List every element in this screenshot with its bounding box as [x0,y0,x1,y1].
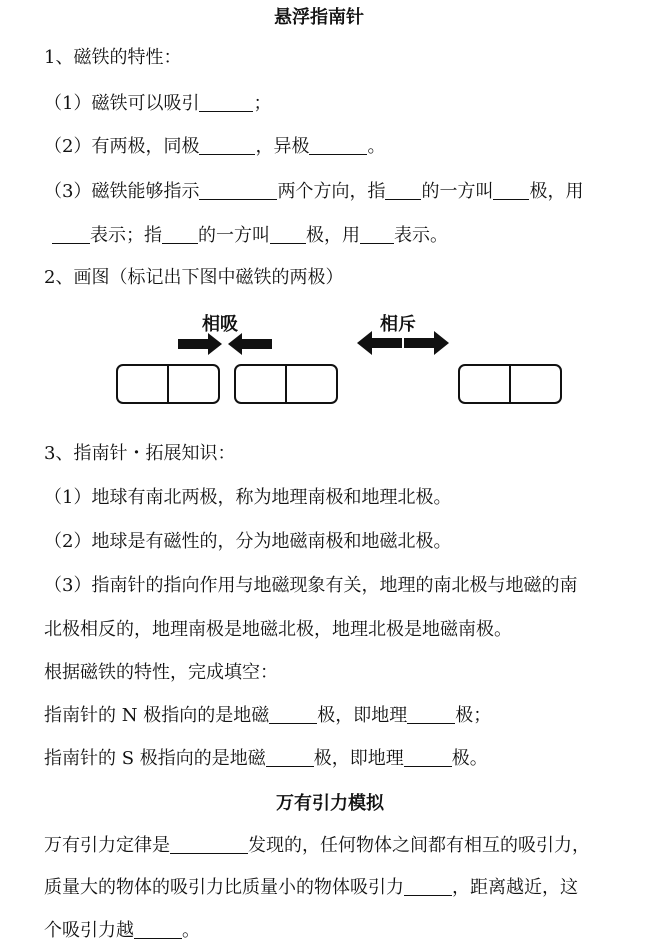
q3-mid3: 极，用 [529,181,584,202]
n-end: 极； [455,705,492,726]
q3-mid4: 表示；指 [90,225,162,246]
q2-mid: ，异极 [255,136,310,157]
repel-label: 相斥 [380,314,416,335]
fill-blank[interactable] [52,225,90,244]
question-1-1 [44,92,271,116]
g3-end: 。 [182,920,200,941]
fill-blank[interactable] [404,877,452,896]
fill-blank[interactable] [385,181,421,200]
g2-end: ，距离越近，这 [452,877,578,898]
fill-s-pole [44,747,488,771]
fill-blank[interactable] [162,225,198,244]
q3-mid6: 极，用 [306,225,360,246]
fill-intro: 根据磁铁的特性，完成填空： [44,662,278,683]
g2-text: 质量大的物体的吸引力比质量小的物体吸引力 [44,877,404,898]
s-text: 指南针的 S 极指向的是地磁 [44,748,266,769]
g1-end: 发现的，任何物体之间都有相互的吸引力， [248,835,590,856]
fill-blank[interactable] [170,835,248,854]
fill-blank[interactable] [199,181,277,200]
fill-blank[interactable] [309,136,367,155]
question-1-3-cont [52,224,448,248]
s-end: 极。 [451,748,488,769]
q3-end: 表示。 [394,225,448,246]
attract-label: 相吸 [202,314,238,335]
fact-2: （2）地球是有磁性的，分为地磁南极和地磁北极。 [44,531,452,552]
section-2-heading: 2、画图（标记出下图中磁铁的两极） [44,267,344,288]
g3-text: 个吸引力越 [44,920,134,941]
attract-arrows-icon [176,332,276,356]
q3-mid2: 的一方叫 [421,181,494,202]
fill-blank[interactable] [266,748,314,767]
fact-3-line1: （3）指南针的指向作用与地磁现象有关，地理的南北极与地磁的南 [44,575,578,596]
fill-blank[interactable] [404,748,452,767]
q2-text: （2）有两极，同极 [44,136,200,157]
q3-mid5: 的一方叫 [198,225,270,246]
worksheet-title: 悬浮指南针 [274,7,364,28]
fill-blank[interactable] [199,136,255,155]
gravity-line-2 [44,876,578,900]
q2-end: 。 [367,136,386,157]
magnet-2[interactable] [234,364,338,404]
fill-blank[interactable] [407,705,455,724]
fill-blank[interactable] [269,705,317,724]
fill-n-pole [44,704,491,728]
gravity-line-3 [44,919,200,943]
gravity-title: 万有引力模拟 [276,793,384,814]
section-1-heading: 1、磁铁的特性： [44,47,182,68]
magnet-3[interactable] [458,364,562,404]
q3-mid1: 两个方向，指 [277,181,386,202]
n-text: 指南针的 N 极指向的是地磁 [44,705,270,726]
section-3-heading: 3、指南针・拓展知识： [44,443,236,464]
fact-3-line2: 北极相反的，地理南极是地磁北极，地理北极是地磁南极。 [44,619,512,640]
fact-1: （1）地球有南北两极，称为地理南极和地理北极。 [44,487,452,508]
q1-end: ； [253,93,272,114]
fill-blank[interactable] [270,225,306,244]
repel-arrows-icon [356,330,450,356]
fill-blank[interactable] [360,225,394,244]
g1-text: 万有引力定律是 [44,835,170,856]
q3-text: （3）磁铁能够指示 [44,181,200,202]
fill-blank[interactable] [199,93,253,112]
gravity-line-1 [44,834,590,858]
question-1-3 [44,180,583,204]
fill-blank[interactable] [134,920,182,939]
n-mid: 极，即地理 [317,705,408,726]
s-mid: 极，即地理 [313,748,404,769]
question-1-2 [44,135,385,159]
fill-blank[interactable] [493,181,529,200]
q1-text: （1）磁铁可以吸引 [44,93,200,114]
magnet-1[interactable] [116,364,220,404]
